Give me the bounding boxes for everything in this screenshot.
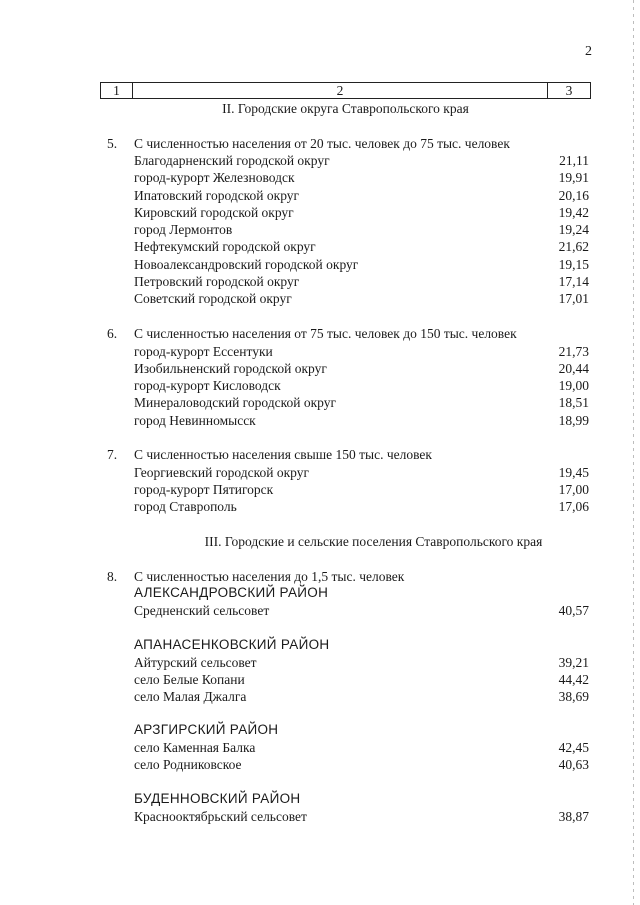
- row-value: 42,45: [558, 740, 589, 755]
- table-row: [134, 672, 589, 688]
- table-row: [134, 655, 589, 671]
- column-header-1: 1: [101, 83, 133, 98]
- row-value: 38,87: [558, 809, 589, 824]
- column-header-3: 3: [565, 82, 573, 98]
- row-value: 17,06: [558, 499, 589, 514]
- group-number: 8.: [107, 569, 118, 584]
- row-value: 19,45: [558, 465, 589, 480]
- page-number: 2: [585, 44, 592, 59]
- row-name: село Родниковское: [134, 757, 242, 772]
- row-value: 19,91: [558, 170, 589, 185]
- row-value: 20,44: [558, 361, 589, 376]
- row-value: 19,42: [558, 205, 589, 220]
- row-value: 40,57: [558, 603, 589, 618]
- row-name: Советский городской округ: [134, 291, 292, 306]
- group-heading-text: С численностью населения свыше 150 тыс. человек: [134, 447, 432, 462]
- row-value: 38,69: [558, 689, 589, 704]
- row-name: город Ставрополь: [134, 499, 237, 514]
- row-name: село Малая Джалга: [134, 689, 247, 704]
- row-value: 19,15: [558, 257, 589, 272]
- row-value: 21,62: [558, 239, 589, 254]
- row-value: 21,11: [559, 153, 589, 168]
- table-row: [134, 689, 589, 705]
- table-row: [134, 465, 589, 481]
- district-heading: АЛЕКСАНДРОВСКИЙ РАЙОН: [134, 585, 329, 600]
- row-name: Минераловодский городской округ: [134, 395, 336, 410]
- row-name: город-курорт Железноводск: [134, 170, 295, 185]
- group-heading-text: С численностью населения от 20 тыс. человек до 75 тыс. человек: [134, 136, 510, 151]
- row-value: 19,00: [558, 378, 589, 393]
- row-name: Ипатовский городской округ: [134, 188, 300, 203]
- row-name: село Белые Копани: [134, 672, 245, 687]
- section-title-settlements: III. Городские и сельские поселения Ставропольского края: [204, 534, 543, 549]
- table-row: [134, 257, 589, 273]
- row-name: Георгиевский городской округ: [134, 465, 310, 480]
- table-row: [134, 222, 589, 238]
- row-value: 44,42: [558, 672, 589, 687]
- row-value: 21,73: [558, 344, 589, 359]
- table-row: [134, 170, 589, 186]
- row-name: село Каменная Балка: [134, 740, 256, 755]
- table-row: [134, 378, 589, 394]
- row-value: 17,00: [558, 482, 589, 497]
- row-value: 20,16: [558, 188, 589, 203]
- row-name: Средненский сельсовет: [134, 603, 270, 618]
- table-row: [134, 395, 589, 411]
- table-row: [134, 603, 589, 619]
- table-row: [134, 205, 589, 221]
- group-number: 7.: [107, 447, 118, 462]
- row-value: 17,01: [558, 291, 589, 306]
- column-header-table: [100, 82, 591, 99]
- table-row: [134, 757, 589, 773]
- row-name: Петровский городской округ: [134, 274, 300, 289]
- row-value: 19,24: [558, 222, 589, 237]
- table-row: [134, 413, 589, 429]
- table-row: [134, 344, 589, 360]
- row-name: Кировский городской округ: [134, 205, 294, 220]
- row-name: город-курорт Ессентуки: [134, 344, 273, 359]
- row-name: Краснооктябрьский сельсовет: [134, 809, 307, 824]
- scan-edge-line: [633, 0, 634, 905]
- table-row: [134, 482, 589, 498]
- row-value: 40,63: [558, 757, 589, 772]
- table-row: [134, 361, 589, 377]
- table-row: [134, 188, 589, 204]
- row-name: город Невинномысск: [134, 413, 256, 428]
- table-row: [134, 499, 589, 515]
- row-name: город-курорт Кисловодск: [134, 378, 281, 393]
- row-value: 18,51: [558, 395, 589, 410]
- row-name: Айтурский сельсовет: [134, 655, 257, 670]
- row-value: 17,14: [558, 274, 589, 289]
- section-title-urban-districts: II. Городские округа Ставропольского края: [222, 101, 469, 116]
- district-heading: БУДЕННОВСКИЙ РАЙОН: [134, 791, 301, 806]
- table-row: [134, 291, 589, 307]
- table-row: [134, 740, 589, 756]
- row-name: Изобильненский городской округ: [134, 361, 327, 376]
- column-header-2: 2: [133, 83, 548, 98]
- row-name: Нефтекумский городской округ: [134, 239, 316, 254]
- row-name: город Лермонтов: [134, 222, 233, 237]
- group-heading-text: С численностью населения до 1,5 тыс. человек: [134, 569, 405, 584]
- row-name: город-курорт Пятигорск: [134, 482, 274, 497]
- group-number: 5.: [107, 136, 118, 151]
- group-number: 6.: [107, 326, 118, 341]
- table-row: [134, 239, 589, 255]
- row-value: 18,99: [558, 413, 589, 428]
- table-row: [134, 809, 589, 825]
- row-name: Благодарненский городской округ: [134, 153, 330, 168]
- table-row: [134, 153, 589, 169]
- row-name: Новоалександровский городской округ: [134, 257, 359, 272]
- district-heading: АРЗГИРСКИЙ РАЙОН: [134, 722, 279, 737]
- table-row: [134, 274, 589, 290]
- row-value: 39,21: [558, 655, 589, 670]
- group-heading-text: С численностью населения от 75 тыс. человек до 150 тыс. человек: [134, 326, 517, 341]
- district-heading: АПАНАСЕНКОВСКИЙ РАЙОН: [134, 637, 330, 652]
